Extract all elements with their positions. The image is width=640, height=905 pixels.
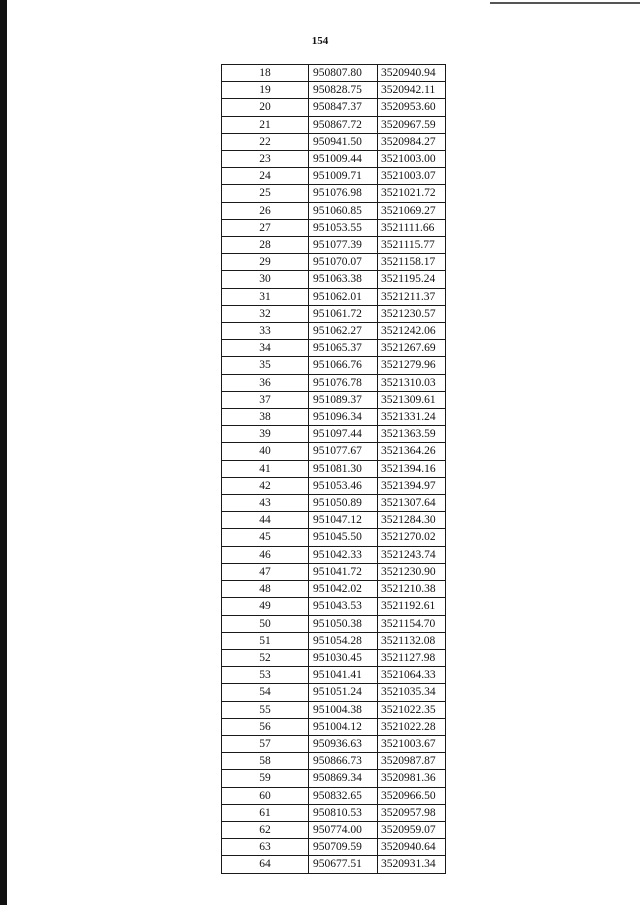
- x-coordinate-cell: 951051.24: [309, 684, 378, 701]
- y-coordinate-cell: 3521242.06: [378, 323, 446, 340]
- x-coordinate-cell: 950828.75: [309, 82, 378, 99]
- x-coordinate-cell: 950807.80: [309, 65, 378, 82]
- x-coordinate-cell: 950941.50: [309, 133, 378, 150]
- x-coordinate-cell: 951063.38: [309, 271, 378, 288]
- x-coordinate-cell: 951066.76: [309, 357, 378, 374]
- point-number-cell: 63: [222, 839, 309, 856]
- x-coordinate-cell: 951053.46: [309, 477, 378, 494]
- point-number-cell: 52: [222, 649, 309, 666]
- table-row: [222, 632, 446, 649]
- x-coordinate-cell: 951054.28: [309, 632, 378, 649]
- y-coordinate-cell: 3521211.37: [378, 288, 446, 305]
- y-coordinate-cell: 3521267.69: [378, 340, 446, 357]
- y-coordinate-cell: 3521115.77: [378, 237, 446, 254]
- table-row: [222, 512, 446, 529]
- y-coordinate-cell: 3521064.33: [378, 667, 446, 684]
- point-number-cell: 62: [222, 821, 309, 838]
- table-row: [222, 563, 446, 580]
- point-number-cell: 61: [222, 804, 309, 821]
- table-row: [222, 202, 446, 219]
- table-row: [222, 477, 446, 494]
- x-coordinate-cell: 950866.73: [309, 753, 378, 770]
- y-coordinate-cell: 3520940.64: [378, 839, 446, 856]
- x-coordinate-cell: 951062.01: [309, 288, 378, 305]
- point-number-cell: 24: [222, 168, 309, 185]
- y-coordinate-cell: 3521022.28: [378, 718, 446, 735]
- y-coordinate-cell: 3521230.57: [378, 305, 446, 322]
- table-row: [222, 615, 446, 632]
- point-number-cell: 27: [222, 219, 309, 236]
- point-number-cell: 36: [222, 374, 309, 391]
- point-number-cell: 33: [222, 323, 309, 340]
- table-row: [222, 598, 446, 615]
- point-number-cell: 26: [222, 202, 309, 219]
- point-number-cell: 38: [222, 409, 309, 426]
- x-coordinate-cell: 951077.67: [309, 443, 378, 460]
- table-row: [222, 65, 446, 82]
- x-coordinate-cell: 950832.65: [309, 787, 378, 804]
- point-number-cell: 39: [222, 426, 309, 443]
- y-coordinate-cell: 3521270.02: [378, 529, 446, 546]
- table-row: [222, 99, 446, 116]
- point-number-cell: 54: [222, 684, 309, 701]
- x-coordinate-cell: 950709.59: [309, 839, 378, 856]
- point-number-cell: 56: [222, 718, 309, 735]
- y-coordinate-cell: 3521158.17: [378, 254, 446, 271]
- x-coordinate-cell: 951081.30: [309, 460, 378, 477]
- point-number-cell: 47: [222, 563, 309, 580]
- point-number-cell: 20: [222, 99, 309, 116]
- y-coordinate-cell: 3520967.59: [378, 116, 446, 133]
- x-coordinate-cell: 951042.33: [309, 546, 378, 563]
- table-row: [222, 374, 446, 391]
- x-coordinate-cell: 951004.12: [309, 718, 378, 735]
- point-number-cell: 57: [222, 735, 309, 752]
- y-coordinate-cell: 3521003.00: [378, 151, 446, 168]
- y-coordinate-cell: 3521195.24: [378, 271, 446, 288]
- point-number-cell: 58: [222, 753, 309, 770]
- point-number-cell: 23: [222, 151, 309, 168]
- x-coordinate-cell: 951060.85: [309, 202, 378, 219]
- x-coordinate-cell: 951096.34: [309, 409, 378, 426]
- point-number-cell: 64: [222, 856, 309, 873]
- x-coordinate-cell: 950677.51: [309, 856, 378, 873]
- point-number-cell: 41: [222, 460, 309, 477]
- table-row: [222, 753, 446, 770]
- table-row: [222, 116, 446, 133]
- x-coordinate-cell: 951097.44: [309, 426, 378, 443]
- table-row: [222, 133, 446, 150]
- point-number-cell: 44: [222, 512, 309, 529]
- table-row: [222, 305, 446, 322]
- y-coordinate-cell: 3521364.26: [378, 443, 446, 460]
- table-row: [222, 340, 446, 357]
- y-coordinate-cell: 3520957.98: [378, 804, 446, 821]
- y-coordinate-cell: 3520984.27: [378, 133, 446, 150]
- y-coordinate-cell: 3521127.98: [378, 649, 446, 666]
- table-row: [222, 151, 446, 168]
- y-coordinate-cell: 3520981.36: [378, 770, 446, 787]
- scan-top-mark: [490, 2, 640, 4]
- y-coordinate-cell: 3521111.66: [378, 219, 446, 236]
- table-row: [222, 821, 446, 838]
- table-row: [222, 856, 446, 873]
- y-coordinate-cell: 3521284.30: [378, 512, 446, 529]
- y-coordinate-cell: 3521022.35: [378, 701, 446, 718]
- coordinate-table-body: [222, 65, 446, 874]
- y-coordinate-cell: 3520931.34: [378, 856, 446, 873]
- y-coordinate-cell: 3520959.07: [378, 821, 446, 838]
- table-row: [222, 495, 446, 512]
- table-row: [222, 82, 446, 99]
- x-coordinate-cell: 951076.98: [309, 185, 378, 202]
- point-number-cell: 51: [222, 632, 309, 649]
- table-row: [222, 426, 446, 443]
- table-row: [222, 770, 446, 787]
- x-coordinate-cell: 951050.38: [309, 615, 378, 632]
- x-coordinate-cell: 951065.37: [309, 340, 378, 357]
- table-row: [222, 271, 446, 288]
- table-row: [222, 787, 446, 804]
- y-coordinate-cell: 3521310.03: [378, 374, 446, 391]
- x-coordinate-cell: 951050.89: [309, 495, 378, 512]
- point-number-cell: 18: [222, 65, 309, 82]
- point-number-cell: 48: [222, 581, 309, 598]
- x-coordinate-cell: 951009.44: [309, 151, 378, 168]
- y-coordinate-cell: 3520942.11: [378, 82, 446, 99]
- point-number-cell: 46: [222, 546, 309, 563]
- point-number-cell: 22: [222, 133, 309, 150]
- y-coordinate-cell: 3520953.60: [378, 99, 446, 116]
- y-coordinate-cell: 3521243.74: [378, 546, 446, 563]
- x-coordinate-cell: 950936.63: [309, 735, 378, 752]
- point-number-cell: 28: [222, 237, 309, 254]
- y-coordinate-cell: 3520940.94: [378, 65, 446, 82]
- x-coordinate-cell: 951077.39: [309, 237, 378, 254]
- x-coordinate-cell: 951070.07: [309, 254, 378, 271]
- x-coordinate-cell: 951043.53: [309, 598, 378, 615]
- point-number-cell: 40: [222, 443, 309, 460]
- table-row: [222, 168, 446, 185]
- table-row: [222, 185, 446, 202]
- x-coordinate-cell: 950869.34: [309, 770, 378, 787]
- table-row: [222, 684, 446, 701]
- x-coordinate-cell: 951053.55: [309, 219, 378, 236]
- point-number-cell: 45: [222, 529, 309, 546]
- x-coordinate-cell: 951076.78: [309, 374, 378, 391]
- page-number: 154: [311, 35, 329, 47]
- x-coordinate-cell: 951061.72: [309, 305, 378, 322]
- y-coordinate-cell: 3521021.72: [378, 185, 446, 202]
- point-number-cell: 31: [222, 288, 309, 305]
- y-coordinate-cell: 3521132.08: [378, 632, 446, 649]
- x-coordinate-cell: 951047.12: [309, 512, 378, 529]
- point-number-cell: 21: [222, 116, 309, 133]
- point-number-cell: 35: [222, 357, 309, 374]
- table-row: [222, 409, 446, 426]
- point-number-cell: 34: [222, 340, 309, 357]
- y-coordinate-cell: 3521363.59: [378, 426, 446, 443]
- x-coordinate-cell: 951041.72: [309, 563, 378, 580]
- y-coordinate-cell: 3521035.34: [378, 684, 446, 701]
- point-number-cell: 55: [222, 701, 309, 718]
- y-coordinate-cell: 3521331.24: [378, 409, 446, 426]
- y-coordinate-cell: 3521307.64: [378, 495, 446, 512]
- x-coordinate-cell: 950847.37: [309, 99, 378, 116]
- table-row: [222, 804, 446, 821]
- point-number-cell: 25: [222, 185, 309, 202]
- table-row: [222, 718, 446, 735]
- y-coordinate-cell: 3521154.70: [378, 615, 446, 632]
- y-coordinate-cell: 3521230.90: [378, 563, 446, 580]
- point-number-cell: 59: [222, 770, 309, 787]
- table-row: [222, 839, 446, 856]
- x-coordinate-cell: 950774.00: [309, 821, 378, 838]
- table-row: [222, 357, 446, 374]
- table-row: [222, 667, 446, 684]
- table-row: [222, 546, 446, 563]
- y-coordinate-cell: 3521394.16: [378, 460, 446, 477]
- table-row: [222, 391, 446, 408]
- table-row: [222, 701, 446, 718]
- y-coordinate-cell: 3520966.50: [378, 787, 446, 804]
- y-coordinate-cell: 3521003.67: [378, 735, 446, 752]
- x-coordinate-cell: 951030.45: [309, 649, 378, 666]
- table-row: [222, 581, 446, 598]
- point-number-cell: 50: [222, 615, 309, 632]
- point-number-cell: 42: [222, 477, 309, 494]
- y-coordinate-cell: 3521192.61: [378, 598, 446, 615]
- x-coordinate-cell: 951041.41: [309, 667, 378, 684]
- point-number-cell: 32: [222, 305, 309, 322]
- x-coordinate-cell: 951089.37: [309, 391, 378, 408]
- point-number-cell: 19: [222, 82, 309, 99]
- table-row: [222, 649, 446, 666]
- y-coordinate-cell: 3521279.96: [378, 357, 446, 374]
- x-coordinate-cell: 950810.53: [309, 804, 378, 821]
- x-coordinate-cell: 950867.72: [309, 116, 378, 133]
- table-row: [222, 735, 446, 752]
- point-number-cell: 30: [222, 271, 309, 288]
- point-number-cell: 60: [222, 787, 309, 804]
- x-coordinate-cell: 951062.27: [309, 323, 378, 340]
- x-coordinate-cell: 951009.71: [309, 168, 378, 185]
- y-coordinate-cell: 3520987.87: [378, 753, 446, 770]
- table-row: [222, 219, 446, 236]
- point-number-cell: 29: [222, 254, 309, 271]
- y-coordinate-cell: 3521394.97: [378, 477, 446, 494]
- table-row: [222, 288, 446, 305]
- table-row: [222, 443, 446, 460]
- table-row: [222, 254, 446, 271]
- y-coordinate-cell: 3521069.27: [378, 202, 446, 219]
- coordinate-table: [221, 64, 446, 874]
- y-coordinate-cell: 3521003.07: [378, 168, 446, 185]
- point-number-cell: 49: [222, 598, 309, 615]
- table-row: [222, 323, 446, 340]
- y-coordinate-cell: 3521309.61: [378, 391, 446, 408]
- table-row: [222, 237, 446, 254]
- table-row: [222, 529, 446, 546]
- table-row: [222, 460, 446, 477]
- x-coordinate-cell: 951045.50: [309, 529, 378, 546]
- point-number-cell: 43: [222, 495, 309, 512]
- y-coordinate-cell: 3521210.38: [378, 581, 446, 598]
- point-number-cell: 53: [222, 667, 309, 684]
- x-coordinate-cell: 951004.38: [309, 701, 378, 718]
- x-coordinate-cell: 951042.02: [309, 581, 378, 598]
- point-number-cell: 37: [222, 391, 309, 408]
- scan-left-border: [0, 0, 7, 905]
